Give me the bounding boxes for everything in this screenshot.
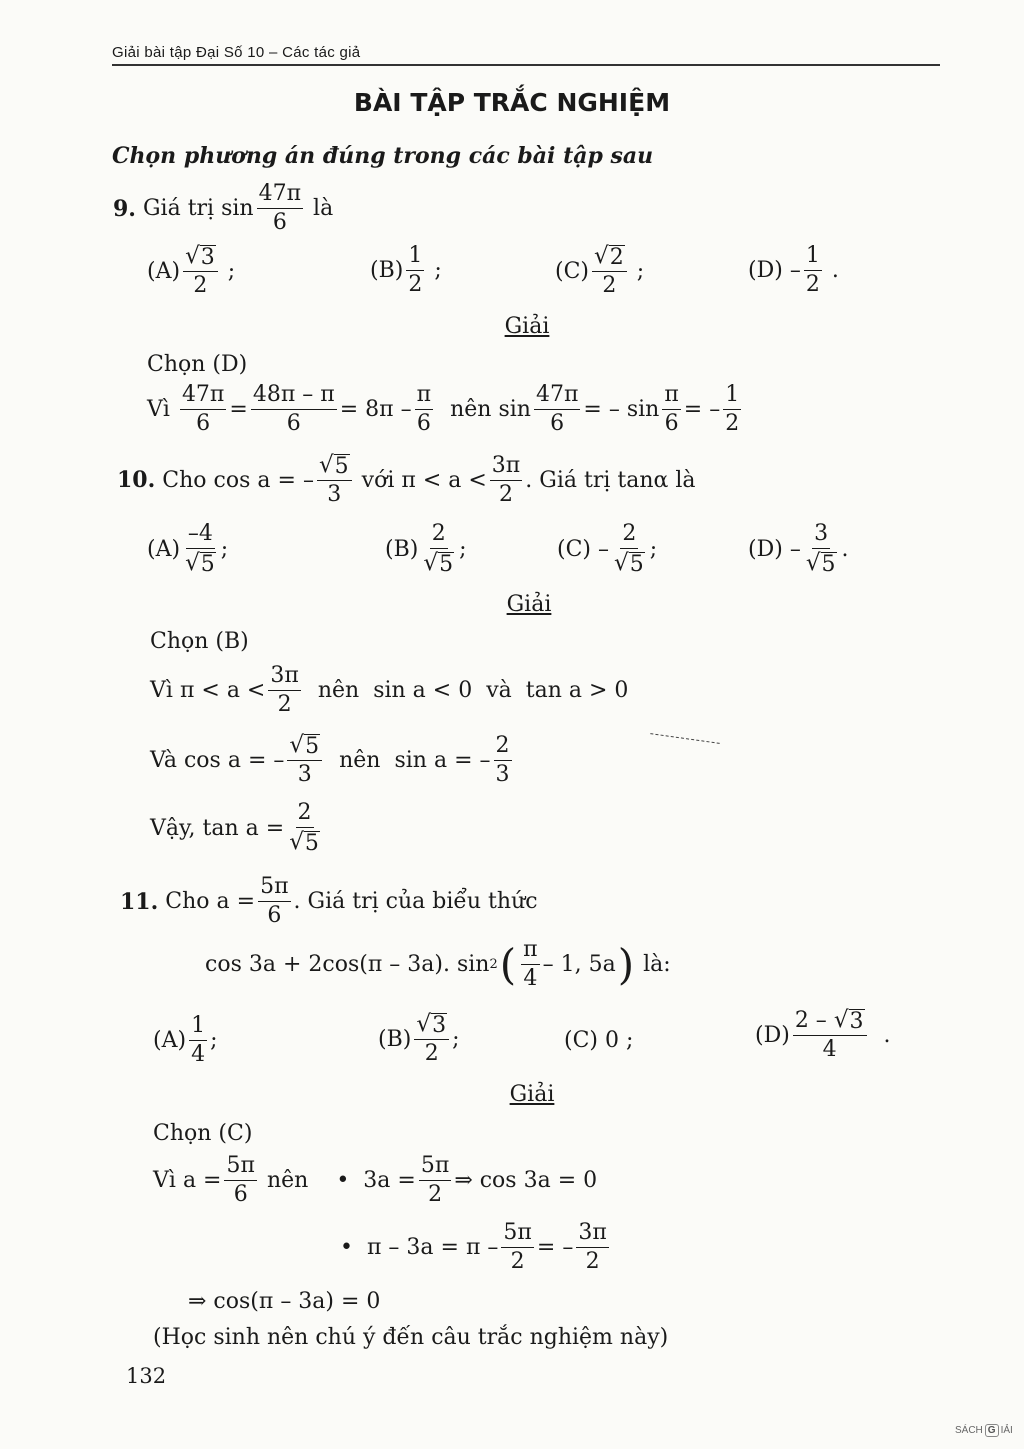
- q9-explanation: Vì $\frac{47\pi}{6}$ = $\frac{48\pi - \pi}{6}$ = 8π – $\frac{\pi}{6}$ nên sin $\frac{47\pi}{6}$ = – sin $\frac{\pi}{6}$ = – $\frac{1}{2}$: [147, 382, 740, 437]
- q11-step-1: Vì a = $\frac{5\pi}{6}$ nên • 3a = $\frac{5\pi}{2}$ ⇒ cos 3a = 0: [153, 1153, 598, 1208]
- section-title: BÀI TẬP TRẮC NGHIỆM: [353, 88, 671, 117]
- q10-option-d: (D) – 3 √ 5 .: [748, 521, 849, 578]
- q9-option-d: (D) – $\frac{1}{2}$ .: [748, 243, 839, 298]
- bullet-icon: •: [336, 1168, 350, 1194]
- q11-expression: cos 3a + 2cos(π – 3a). sin 2 ( $\frac{\pi}{4}$ – 1, 5a ) là:: [205, 937, 671, 992]
- bullet-icon: •: [340, 1235, 353, 1261]
- q10-option-a: (A) –4 √ 5 ;: [147, 521, 229, 578]
- q11-answer: Chọn (C): [153, 1121, 253, 1146]
- q10-answer: Chọn (B): [150, 629, 249, 654]
- q9-solution-heading: Giải: [504, 314, 550, 339]
- publisher-logo: SÁCH G IẢI: [955, 1425, 1013, 1436]
- q9-option-c: (C) √ 2 2 ;: [555, 243, 645, 299]
- page-number: 132: [126, 1364, 167, 1388]
- q10-option-c: (C) – 2 √ 5 ;: [557, 521, 658, 578]
- q11-option-d: (D) 2 – √ 3 4 .: [755, 1007, 891, 1063]
- q11-note: (Học sinh nên chú ý đến câu trắc nghiệm này): [153, 1325, 669, 1350]
- q11-option-c: (C) 0 ;: [564, 1028, 634, 1053]
- q9-answer: Chọn (D): [147, 352, 248, 377]
- q11-stem: 11. Cho a = $\frac{5\pi}{6}$ . Giá trị của biểu thức: [120, 874, 538, 929]
- q9-stem: 9. Giá trị sin $\frac{47\pi}{6}$ là: [113, 181, 334, 236]
- q11-conclusion: ⇒ cos(π – 3a) = 0: [188, 1289, 381, 1314]
- pen-mark: [650, 733, 719, 744]
- running-header: Giải bài tập Đại Số 10 – Các tác giả: [112, 44, 361, 61]
- q10-step-1: Vì π < a < $\frac{3\pi}{2}$ nên sin a < 0 và tan a > 0: [150, 663, 629, 718]
- header-rule: [112, 64, 940, 66]
- q9-option-a: (A) √ 3 2 ;: [147, 243, 236, 299]
- q9-option-b: (B) $\frac{1}{2}$ ;: [370, 243, 442, 298]
- q11-option-a: (A) $\frac{1}{4}$ ;: [153, 1013, 218, 1068]
- q10-option-b: (B) 2 √ 5 ;: [385, 521, 467, 578]
- q10-step-2: Và cos a = – √ 5 3 nên sin a = – $\frac{2}{3}$: [150, 732, 510, 788]
- q11-step-2: • π – 3a = π – $\frac{5\pi}{2}$ = – $\frac{3\pi}{2}$: [340, 1220, 607, 1275]
- q10-stem: 10. Cho cos a = – √ 5 3 với π < a < $\frac{3\pi}{2}$ . Giá trị tanα là: [117, 452, 696, 508]
- q10-step-3: Vậy, tan a = 2 √ 5: [150, 800, 319, 857]
- q11-solution-heading: Giải: [509, 1082, 555, 1107]
- q10-solution-heading: Giải: [506, 592, 552, 617]
- instruction: Chọn phương án đúng trong các bài tập sau: [112, 143, 654, 169]
- q11-option-b: (B) √ 3 2 ;: [378, 1011, 460, 1067]
